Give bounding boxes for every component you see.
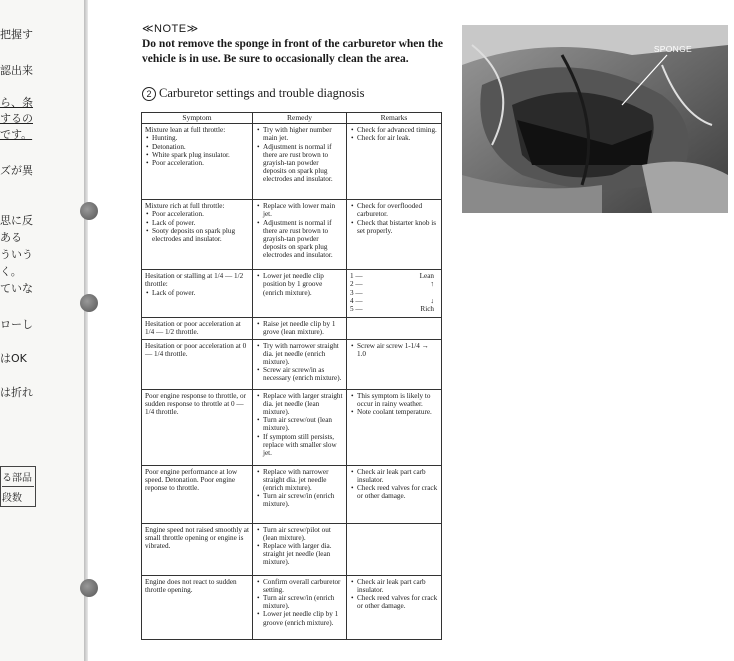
remedy-item: • Replace with narrower straight dia. jet needle (enrich mixture).	[263, 468, 343, 493]
needle-clip-position	[350, 305, 438, 313]
needle-clip-position	[350, 297, 438, 305]
remarks-item: • Check air leak part carb insulator.	[357, 578, 438, 594]
needle-clip-diagram	[350, 272, 438, 313]
symptom-title: Hesitation or poor acceleration at 1/4 — 1/2 throttle.	[145, 320, 241, 337]
needle-position-label: ↓	[430, 296, 434, 305]
table-row	[142, 523, 442, 575]
table-header-row	[142, 113, 442, 124]
remedy-item: • Adjustment is normal if there are rust brown to grayish-tan powder deposits on spark plug electrodes and insulator.	[263, 219, 343, 260]
remedy-item: • Turn air screw/in (enrich mixture).	[263, 594, 343, 610]
remarks-item: • Check for advanced timing.	[357, 126, 438, 134]
needle-clip-position	[350, 280, 438, 288]
symptom-cell	[142, 465, 253, 523]
adjacent-page-box	[0, 466, 36, 507]
needle-position-label: Rich	[420, 305, 434, 314]
adjacent-page-line: く。	[0, 265, 22, 278]
remedy-list	[256, 202, 343, 259]
remarks-cell	[347, 200, 442, 270]
adjacent-page-line: は折れ	[0, 386, 33, 399]
adjacent-page-line: ういう	[0, 248, 33, 261]
needle-position-label	[434, 289, 438, 297]
section-heading	[142, 86, 365, 101]
table-row	[142, 270, 442, 318]
remedy-item: • Turn air screw/out (lean mixture).	[263, 416, 343, 432]
remedy-item: • Adjustment is normal if there are rust brown to grayish-tan powder deposits on spark plug electrodes and insulator.	[263, 143, 343, 184]
punch-hole	[80, 294, 98, 312]
remarks-list	[350, 202, 438, 235]
remarks-list	[350, 342, 438, 358]
remarks-item: • Check for overflooded carburetor.	[357, 202, 438, 218]
symptom-cell	[142, 318, 253, 339]
remarks-item: • Screw air screw 1-1/4 → 1.0	[357, 342, 438, 358]
remedy-list	[256, 392, 343, 458]
symptom-cell	[142, 124, 253, 200]
remedy-item: • Lower jet needle clip position by 1 groove (enrich mixture).	[263, 272, 343, 297]
symptom-item: • Hunting.	[152, 134, 249, 142]
adjacent-page-line: ていな	[0, 282, 33, 295]
remedy-cell	[253, 575, 347, 639]
remarks-item: • Check for air leak.	[357, 134, 438, 142]
remarks-item: • Note coolant temperature.	[357, 408, 438, 416]
remedy-cell	[253, 339, 347, 389]
symptom-cell	[142, 270, 253, 318]
header-remedy: Remedy	[253, 113, 347, 124]
remarks-cell	[347, 339, 442, 389]
remedy-list	[256, 126, 343, 183]
needle-position-label: Lean	[419, 272, 434, 281]
section-number: 2	[142, 87, 156, 101]
header-remarks: Remarks	[347, 113, 442, 124]
remedy-cell	[253, 523, 347, 575]
adjacent-box-line: 段数	[2, 486, 34, 504]
symptom-title: Poor engine performance at low speed. Detonation. Poor engine reponse to throttle.	[145, 467, 238, 493]
symptom-cell	[142, 200, 253, 270]
remedy-item: • Try with higher number main jet.	[263, 126, 343, 142]
page-binding	[84, 0, 88, 661]
symptom-title: Engine speed not raised smoothly at small throttle opening or engine is vibrated.	[145, 525, 249, 551]
remarks-list	[350, 392, 438, 417]
remedy-item: • Turn air screw/pilot out (lean mixture).	[263, 526, 343, 542]
remarks-list	[350, 578, 438, 611]
remedy-list	[256, 578, 343, 627]
remedy-item: • If symptom still persists, replace with smaller slow jet.	[263, 433, 343, 458]
remedy-list	[256, 468, 343, 509]
symptom-cell	[142, 523, 253, 575]
table-row	[142, 339, 442, 389]
adjacent-page-line: するの	[0, 112, 33, 125]
remedy-cell	[253, 389, 347, 465]
remedy-item: • Replace with larger dia. straight jet needle (lean mixture).	[263, 542, 343, 567]
adjacent-box-line: る部品	[2, 473, 32, 484]
punch-hole	[80, 579, 98, 597]
needle-position-number: 4 —	[350, 296, 363, 305]
table-row	[142, 575, 442, 639]
remarks-item: • This symptom is likely to occur in rainy weather.	[357, 392, 438, 408]
remedy-cell	[253, 318, 347, 339]
adjacent-page-line: です。	[0, 128, 33, 141]
adjacent-page-line: ローし	[0, 318, 33, 331]
adjacent-page-line: 把握す	[0, 28, 33, 41]
remedy-cell	[253, 124, 347, 200]
sponge-label: SPONGE	[653, 44, 692, 54]
needle-position-number: 3 —	[350, 288, 363, 297]
carburetor-sponge-photo	[462, 25, 728, 213]
adjacent-page-line: はOK	[0, 352, 27, 365]
remarks-item: • Check reed valves for crack or other damage.	[357, 484, 438, 500]
table-row	[142, 318, 442, 339]
symptom-title: Mixture lean at full throttle:	[145, 126, 226, 135]
remarks-cell	[347, 523, 442, 575]
symptom-title: Poor engine response to throttle, or sudden response to throttle at 0 — 1/4 throttle.	[145, 391, 247, 417]
table-row	[142, 389, 442, 465]
remedy-item: • Try with narrower straight dia. jet needle (enrich mixture).	[263, 342, 343, 367]
symptom-title: Hesitation or poor acceleration at 0 — 1/4 throttle.	[145, 341, 247, 358]
remedy-list	[256, 342, 343, 383]
symptom-item: • Lack of power.	[152, 219, 249, 227]
symptom-item: • Detonation.	[152, 143, 249, 151]
punch-hole	[80, 202, 98, 220]
symptom-list	[145, 134, 249, 167]
needle-clip-position	[350, 272, 438, 280]
remarks-cell	[347, 270, 442, 318]
symptom-item: • Sooty deposits on spark plug electrodes and insulator.	[152, 227, 249, 243]
remedy-item: • Raise jet needle clip by 1 grove (lean mixture).	[263, 320, 343, 336]
remarks-cell	[347, 389, 442, 465]
needle-position-number: 1 —	[350, 272, 363, 281]
symptom-item: • White spark plug insulator.	[152, 151, 249, 159]
remarks-cell	[347, 465, 442, 523]
symptom-title: Mixture rich at full throttle:	[145, 202, 225, 211]
adjacent-page-line: ズが異	[0, 164, 33, 177]
note-title: ≪NOTE≫	[142, 23, 199, 35]
remarks-item: • Check air leak part carb insulator.	[357, 468, 438, 484]
symptom-item: • Poor acceleration.	[152, 210, 249, 218]
remedy-item: • Lower jet needle clip by 1 groove (enrich mixture).	[263, 610, 343, 626]
remedy-item: • Turn air screw/in (enrich mixture).	[263, 492, 343, 508]
trouble-diagnosis-table	[141, 112, 442, 640]
symptom-title: Hesitation or stalling at 1/4 — 1/2 throttle:	[145, 272, 244, 289]
symptom-list	[145, 210, 249, 243]
remedy-cell	[253, 200, 347, 270]
needle-position-number: 2 —	[350, 280, 363, 289]
remarks-cell	[347, 318, 442, 339]
remedy-item: • Replace with larger straight dia. jet needle (lean mixture).	[263, 392, 343, 417]
table-row	[142, 200, 442, 270]
remarks-item: • Check that bistarter knob is set properly.	[357, 219, 438, 235]
header-symptom: Symptom	[142, 113, 253, 124]
remedy-list	[256, 320, 343, 336]
symptom-list	[145, 289, 249, 297]
note-text: Do not remove the sponge in front of the carburetor when the vehicle is in use. Be sure to occasionally clean the area.	[142, 38, 443, 65]
section-title: Carburetor settings and trouble diagnosis	[159, 86, 365, 100]
remarks-cell	[347, 575, 442, 639]
remedy-item: • Replace with lower main jet.	[263, 202, 343, 218]
remarks-list	[350, 126, 438, 142]
adjacent-page-line: 思に反	[0, 214, 33, 227]
adjacent-page-line: ら、条	[0, 96, 33, 109]
symptom-title: Engine does not react to sudden throttle opening.	[145, 577, 237, 594]
remedy-list	[256, 272, 343, 297]
needle-position-number: 5 —	[350, 305, 363, 314]
symptom-cell	[142, 339, 253, 389]
needle-position-label: ↑	[430, 280, 434, 289]
symptom-cell	[142, 389, 253, 465]
remarks-item: • Check reed valves for crack or other damage.	[357, 594, 438, 610]
adjacent-page-line: 認出来	[0, 64, 33, 77]
remedy-cell	[253, 465, 347, 523]
remedy-item: • Screw air screw/in as necessary (enrich mixture).	[263, 366, 343, 382]
table-row	[142, 124, 442, 200]
table-row	[142, 465, 442, 523]
symptom-item: • Poor acceleration.	[152, 159, 249, 167]
remarks-list	[350, 468, 438, 501]
remarks-cell	[347, 124, 442, 200]
remedy-item: • Confirm overall carburetor setting.	[263, 578, 343, 594]
symptom-cell	[142, 575, 253, 639]
remedy-cell	[253, 270, 347, 318]
symptom-item: • Lack of power.	[152, 289, 249, 297]
adjacent-page-line: ある	[0, 231, 22, 244]
needle-clip-position	[350, 289, 438, 297]
remedy-list	[256, 526, 343, 567]
